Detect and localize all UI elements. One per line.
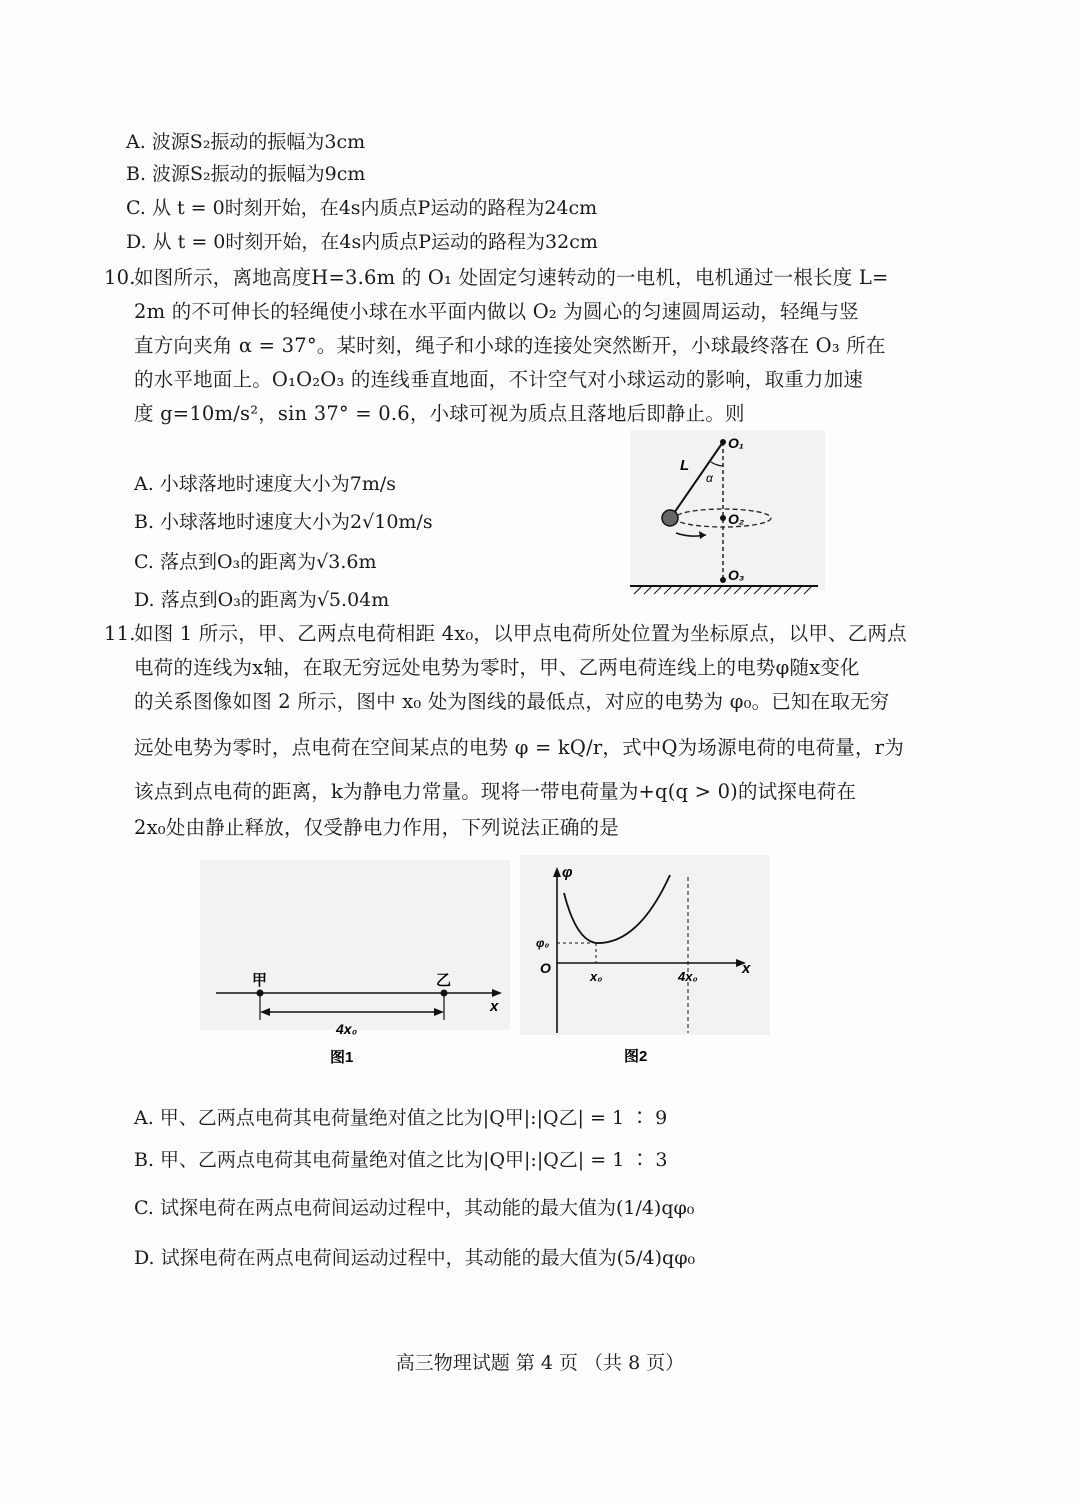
point-o2 (720, 515, 726, 521)
q9-option-c: C. 从 t = 0时刻开始，在4s内质点P运动的路程为24cm (126, 197, 598, 219)
fig2-caption: 图2 (624, 1048, 648, 1065)
q10-number: 10. (104, 266, 136, 289)
q10-option-d: D. 落点到O₃的距离为√5.04m (134, 589, 390, 611)
fig1-label-yi: 乙 (436, 972, 452, 989)
q11-figure-2 (520, 855, 770, 1070)
q10-option-b: B. 小球落地时速度大小为2√10m/s (134, 511, 433, 533)
fig1-caption: 图1 (330, 1049, 354, 1066)
fig1-label-x: x (490, 998, 499, 1015)
fig2-label-4x0: 4x₀ (678, 969, 698, 984)
q11-stem-line-2: 电荷的连线为x轴，在取无穷远处电势为零时，甲、乙两电荷连线上的电势φ随x变化 (134, 656, 860, 679)
fig2-label-x0: x₀ (590, 969, 603, 984)
q11-stem-line-1: 如图 1 所示，甲、乙两点电荷相距 4x₀，以甲点电荷所处位置为坐标原点，以甲、乙两点 (134, 622, 907, 645)
q9-option-a: A. 波源S₂振动的振幅为3cm (126, 131, 366, 153)
q11-stem-line-3: 的关系图像如图 2 所示，图中 x₀ 处为图线的最低点，对应的电势为 φ₀。已知在取无穷 (134, 690, 890, 713)
q11-figure-1 (200, 860, 510, 1070)
q10-stem-line-1: 如图所示，离地高度H=3.6m 的 O₁ 处固定匀速转动的一电机，电机通过一根长度 L= (134, 266, 889, 289)
q10-pendulum-figure (620, 430, 830, 605)
q10-stem-line-2: 2m 的不可伸长的轻绳使小球在水平面内做以 O₂ 为圆心的匀速圆周运动，轻绳与竖 (134, 300, 859, 323)
label-o3: O₃ (728, 567, 745, 583)
q9-option-d: D. 从 t = 0时刻开始，在4s内质点P运动的路程为32cm (126, 231, 598, 253)
q11-option-c: C. 试探电荷在两点电荷间运动过程中，其动能的最大值为(1/4)qφ₀ (134, 1197, 695, 1219)
q11-stem-line-5: 该点到点电荷的距离，k为静电力常量。现将一带电荷量为+q(q > 0)的试探电荷在 (134, 780, 857, 803)
label-o2: O₂ (728, 511, 745, 527)
q11-number: 11. (104, 622, 136, 645)
q11-option-d: D. 试探电荷在两点电荷间运动过程中，其动能的最大值为(5/4)qφ₀ (134, 1247, 696, 1269)
fig2-label-x: x (742, 960, 751, 977)
q10-stem-line-5: 度 g=10m/s²，sin 37° = 0.6，小球可视为质点且落地后即静止。则 (134, 402, 745, 425)
fig1-label-distance: 4x₀ (336, 1021, 358, 1037)
fig2-label-origin: O (540, 960, 551, 976)
fig2-label-phi: φ (562, 864, 573, 881)
q11-option-a: A. 甲、乙两点电荷其电荷量绝对值之比为|Q甲|:|Q乙| = 1 ∶ 9 (134, 1107, 668, 1129)
q9-option-b: B. 波源S₂振动的振幅为9cm (126, 163, 366, 185)
fig2-label-phi0: φ₀ (536, 936, 550, 950)
page-footer: 高三物理试题 第 4 页 （共 8 页） (395, 1352, 685, 1374)
q11-stem-line-4: 远处电势为零时，点电荷在空间某点的电势 φ = kQ/r，式中Q为场源电荷的电荷量，r为 (134, 736, 904, 759)
q10-stem-line-4: 的水平地面上。O₁O₂O₃ 的连线垂直地面，不计空气对小球运动的影响，取重力加速 (134, 368, 864, 391)
q10-option-a: A. 小球落地时速度大小为7m/s (134, 473, 397, 495)
q10-stem-line-3: 直方向夹角 α = 37°。某时刻，绳子和小球的连接处突然断开，小球最终落在 O₃ 所在 (134, 334, 886, 357)
ball (662, 510, 678, 526)
point-o3 (720, 577, 726, 583)
label-o1: O₁ (728, 435, 744, 451)
q11-option-b: B. 甲、乙两点电荷其电荷量绝对值之比为|Q甲|:|Q乙| = 1 ∶ 3 (134, 1149, 668, 1171)
label-alpha: α (706, 471, 713, 485)
label-l: L (680, 457, 690, 474)
q10-option-c: C. 落点到O₃的距离为√3.6m (134, 551, 377, 573)
q11-stem-line-6: 2x₀处由静止释放，仅受静电力作用，下列说法正确的是 (134, 816, 619, 839)
fig1-label-jia: 甲 (252, 972, 268, 989)
point-o1 (720, 439, 726, 445)
